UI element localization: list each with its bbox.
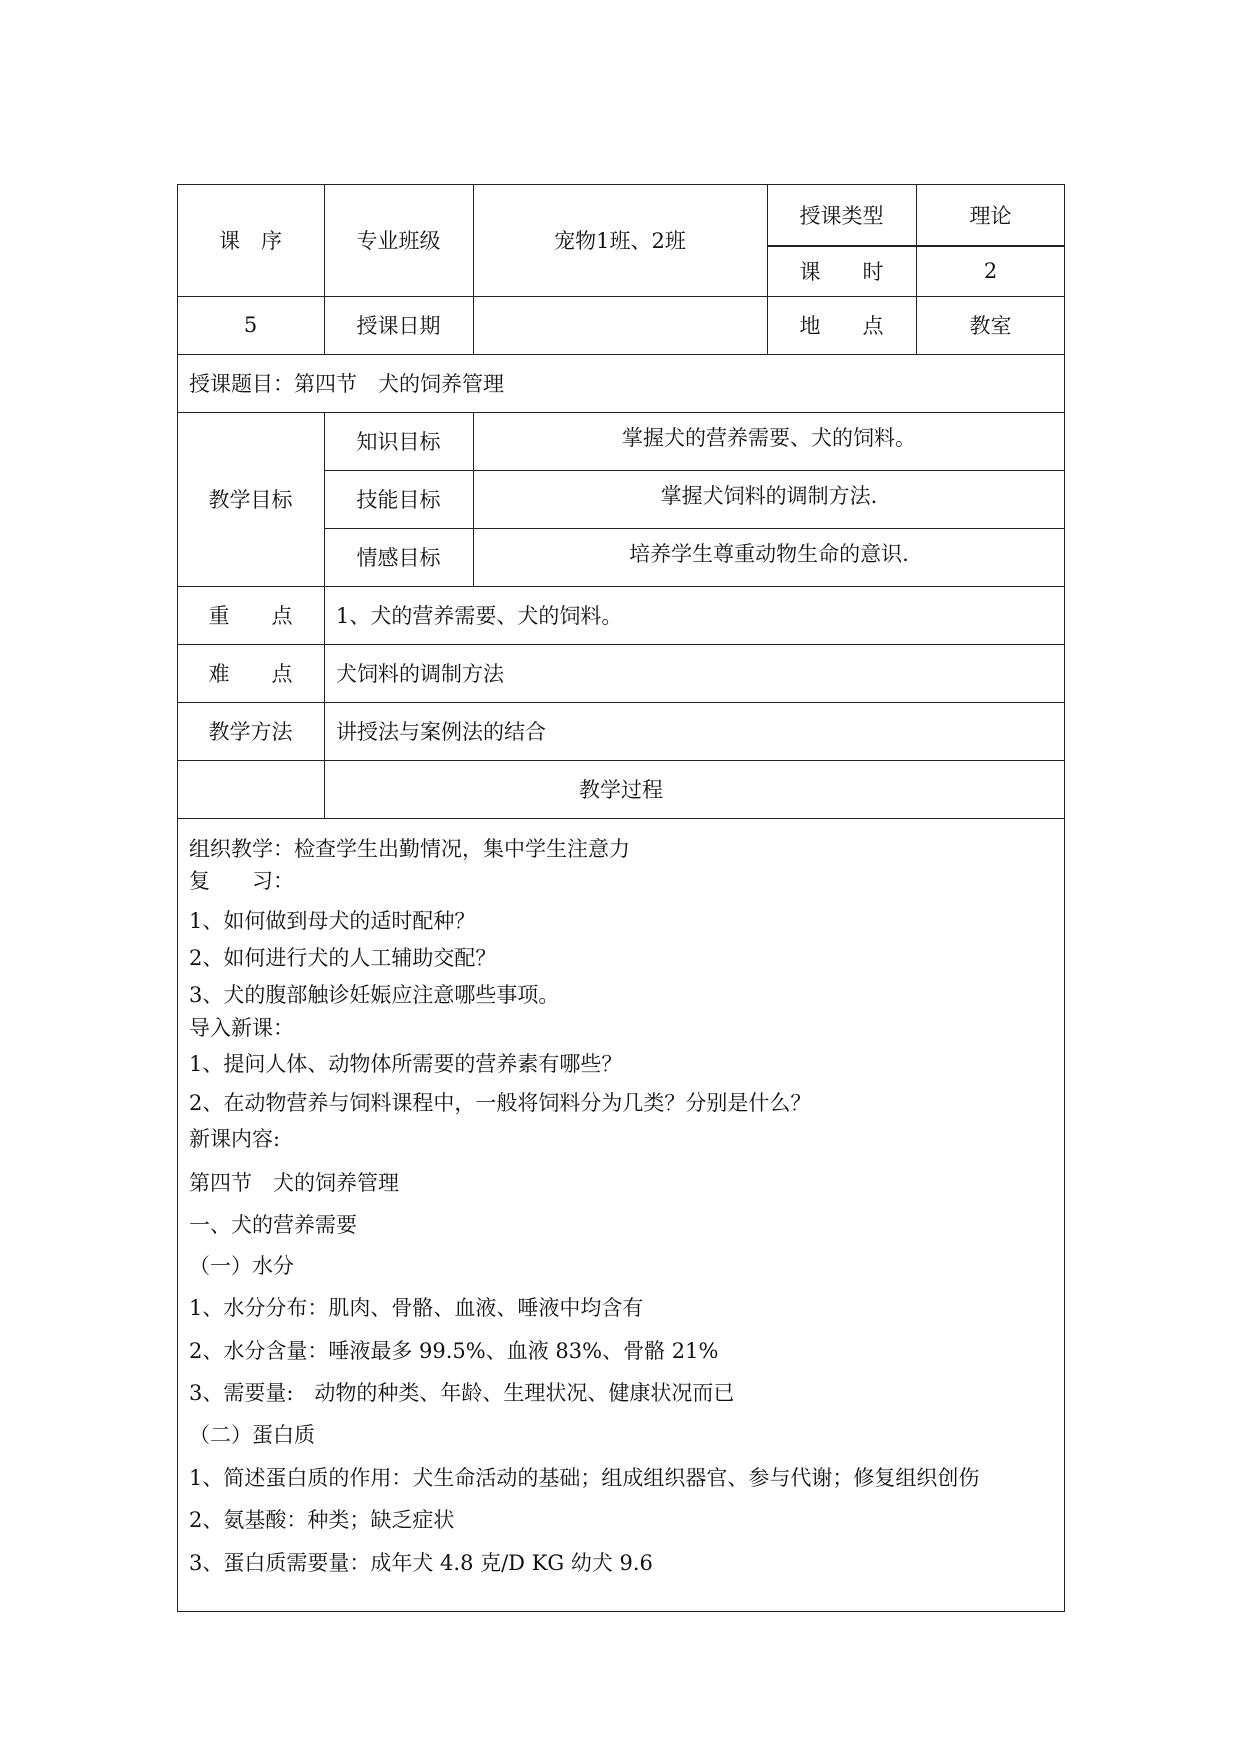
skill-objective-value: 掌握犬饲料的调制方法. [660,484,878,508]
process-line: 2、如何进行犬的人工辅助交配？ [189,946,497,970]
teach-type-value: 理论 [969,203,1012,228]
place-value: 教室 [969,314,1012,338]
process-line: 导入新课： [189,1016,294,1040]
difficulty-label: 难 点 [208,662,293,686]
major-class-label: 专业班级 [356,229,441,253]
process-line: 3、需要量: 动物的种类、年龄、生理状况、健康状况而已 [189,1381,735,1405]
process-line: 2、氨基酸：种类；缺乏症状 [189,1508,455,1532]
knowledge-objective-value: 掌握犬的营养需要、犬的饲料。 [622,426,916,450]
difficulty-value: 犬饲料的调制方法 [336,662,504,686]
key-point-value: 1、犬的营养需要、犬的饲料。 [336,604,623,628]
hours-value: 2 [983,258,998,283]
process-line: （二）蛋白质 [189,1423,315,1447]
process-line: 复 习： [189,869,294,893]
process-line: （一）水分 [189,1254,294,1278]
teach-type-label: 授课类型 [799,203,884,228]
process-line: 1、简述蛋白质的作用：犬生命活动的基础；组成组织器官、参与代谢；修复组织创伤 [189,1466,980,1490]
process-line: 一、犬的营养需要 [189,1213,357,1237]
emotion-objective-value: 培养学生尊重动物生命的意识. [629,542,909,566]
process-line: 2、在动物营养与饲料课程中，一般将饲料分为几类？分别是什么？ [189,1091,812,1115]
date-label: 授课日期 [356,314,441,338]
process-line: 组织教学：检查学生出勤情况，集中学生注意力 [189,837,630,861]
process-title: 教学过程 [579,778,663,802]
knowledge-objective-label: 知识目标 [356,430,441,454]
place-label: 地 点 [799,314,884,338]
course-seq-label: 课 序 [219,229,282,253]
row-divider [177,818,1065,819]
lesson-topic: 授课题目：第四节 犬的饲养管理 [189,372,504,396]
process-line: 3、犬的腹部触诊妊娠应注意哪些事项。 [189,983,560,1007]
course-seq-value: 5 [243,313,258,337]
key-point-label: 重 点 [208,604,293,628]
major-class-value: 宠物1班、2班 [554,229,686,253]
emotion-objective-label: 情感目标 [356,546,441,570]
process-line: 1、如何做到母犬的适时配种？ [189,909,476,933]
process-line: 3、蛋白质需要量：成年犬 4.8 克/D KG 幼犬 9.6 [189,1551,653,1575]
process-line: 第四节 犬的饲养管理 [189,1171,399,1195]
process-line: 1、水分分布：肌肉、骨骼、血液、唾液中均含有 [189,1296,644,1320]
process-line: 2、水分含量：唾液最多 99.5%、血液 83%、骨骼 21% [189,1339,719,1363]
method-value: 讲授法与案例法的结合 [336,720,546,744]
date-value [473,296,767,354]
process-line: 新课内容: [189,1127,281,1151]
method-label: 教学方法 [208,720,293,744]
objectives-label: 教学目标 [208,488,293,512]
skill-objective-label: 技能目标 [356,488,441,512]
process-line: 1、提问人体、动物体所需要的营养素有哪些？ [189,1052,623,1076]
hours-label: 课 时 [799,259,884,284]
